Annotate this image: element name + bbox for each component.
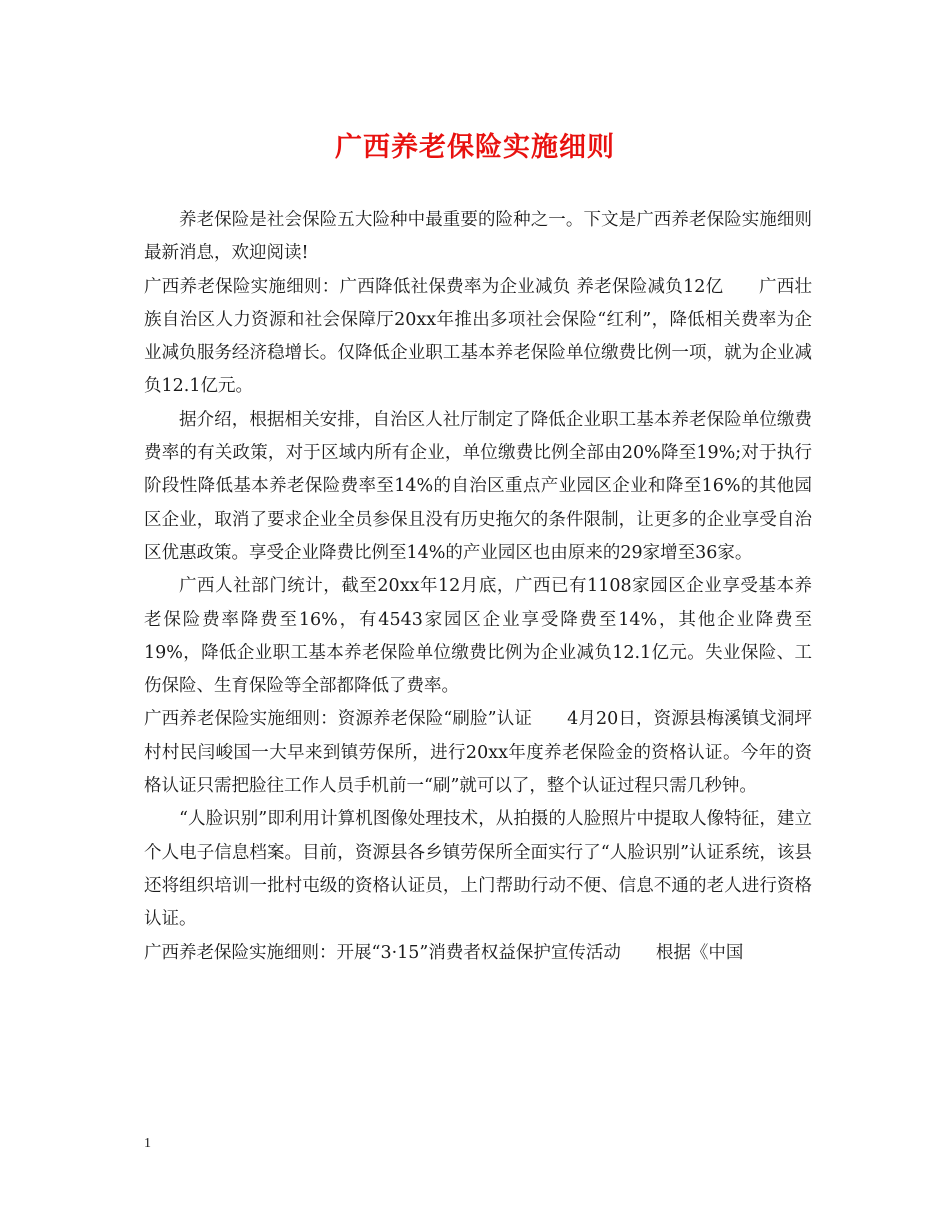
paragraph-section-1: 广西养老保险实施细则：广西降低社保费率为企业减负 养老保险减负12亿 广西壮族自治区人力资源和社会保障厅20xx年推出多项社会保险“红利”，降低相关费率为企业减负服务经济稳增长。仅降低企业职工基本养老保险单位缴费比例一项，就为企业减负12.1亿元。	[144, 276, 812, 397]
page-number: 1	[144, 1136, 151, 1151]
page-title: 广西养老保险实施细则	[335, 132, 615, 163]
paragraph-statistics: 广西人社部门统计，截至20xx年12月底，广西已有1108家园区企业享受基本养老保险费率降费至16%，有4543家园区企业享受降费至14%，其他企业降费至19%，降低企业职工基本养老保险单位缴费比例为企业减负12.1亿元。失业保险、工伤保险、生育保险等全部都降低了费率。	[144, 576, 812, 697]
document-body	[144, 204, 812, 970]
paragraph-section-3: 广西养老保险实施细则：开展“3·15”消费者权益保护宣传活动 根据《中国	[144, 942, 744, 963]
paragraph-intro: 养老保险是社会保险五大险种中最重要的险种之一。下文是广西养老保险实施细则最新消息，欢迎阅读!	[144, 210, 812, 264]
paragraph-face-recognition: “人脸识别”即利用计算机图像处理技术，从拍摄的人脸照片中提取人像特征，建立个人电子信息档案。目前，资源县各乡镇劳保所全面实行了“人脸识别”认证系统，该县还将组织培训一批村屯级的资格认证员，上门帮助行动不便、信息不通的老人进行资格认证。	[144, 809, 812, 930]
paragraph-section-2: 广西养老保险实施细则：资源养老保险“刷脸”认证 4月20日，资源县梅溪镇戈洞坪村村民闫峻国一大早来到镇劳保所，进行20xx年度养老保险金的资格认证。今年的资格认证只需把脸往工作人员手机前一“刷”就可以了，整个认证过程只需几秒钟。	[144, 709, 812, 797]
paragraph-policy-details: 据介绍，根据相关安排，自治区人社厅制定了降低企业职工基本养老保险单位缴费费率的有关政策，对于区域内所有企业，单位缴费比例全部由20%降至19%;对于执行阶段性降低基本养老保险费率至14%的自治区重点产业园区企业和降至16%的其他园区企业，取消了要求企业全员参保且没有历史拖欠的条件限制，让更多的企业享受自治区优惠政策。享受企业降费比例至14%的产业园区也由原来的29家增至36家。	[144, 409, 812, 563]
